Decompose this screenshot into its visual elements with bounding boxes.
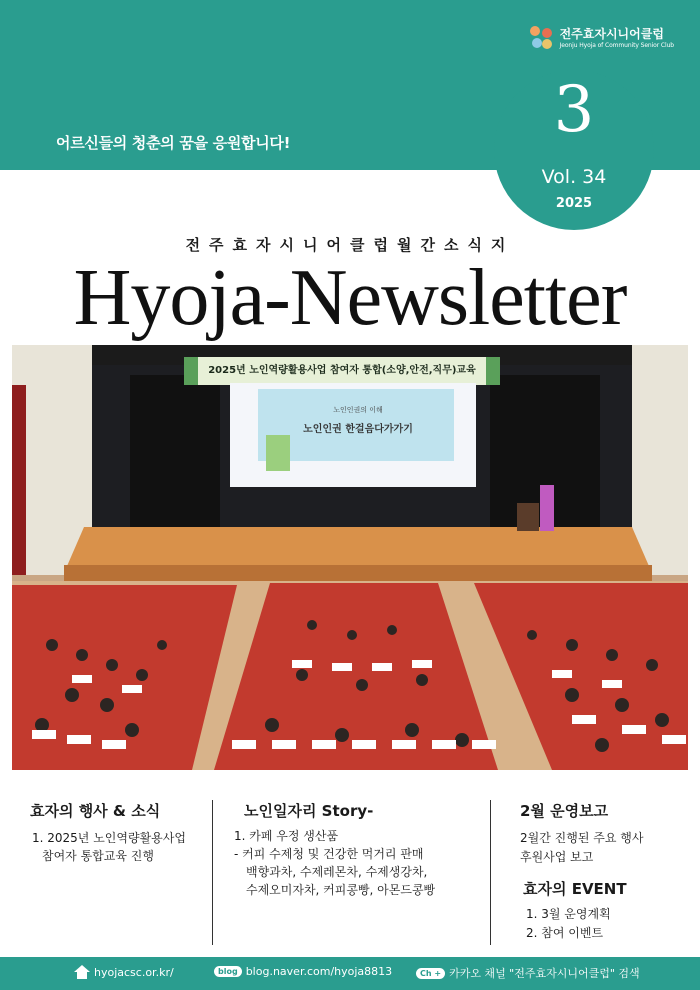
masthead-title: Hyoja-Newsletter xyxy=(73,254,627,342)
column-divider xyxy=(490,800,491,945)
home-icon xyxy=(74,965,90,979)
photo-screen-line1: 노인인권의 이해 xyxy=(333,406,383,414)
club-logo-icon xyxy=(530,26,554,50)
kakao-channel-link[interactable] xyxy=(416,965,640,981)
jobs-title[interactable]: 노인일자리 Story- xyxy=(244,802,374,820)
brand[interactable] xyxy=(530,26,674,50)
event-line: 1. 3월 운영계획 xyxy=(526,907,611,921)
footer xyxy=(0,957,700,990)
event-line: 2. 참여 이벤트 xyxy=(526,926,604,940)
slogan: 어르신들의 청춘의 꿈을 응원합니다! xyxy=(56,134,291,152)
jobs-line: - 커피 수제청 및 건강한 먹거리 판매 xyxy=(234,847,424,861)
report-line: 2월간 진행된 주요 행사 xyxy=(520,831,644,845)
events-line: 1. 2025년 노인역량활용사업 xyxy=(32,831,186,845)
website-link[interactable] xyxy=(74,965,174,979)
events-line: 참여자 통합교육 진행 xyxy=(42,849,154,863)
column-divider xyxy=(212,800,213,945)
website-text: hyojacsc.or.kr/ xyxy=(94,965,174,979)
photo-screen-line2: 노인인권 한걸음다가가기 xyxy=(303,424,413,435)
kakao-channel-text: 카카오 채널 "전주효자시니어클럽" 검색 xyxy=(449,967,640,980)
event-title[interactable]: 효자의 EVENT xyxy=(523,880,627,898)
issue-year: 2025 xyxy=(555,196,593,211)
jobs-line: 수제오미자차, 커피콩빵, 아몬드콩빵 xyxy=(246,883,436,897)
masthead-subtitle: 전주효자시니어클럽월간소식지 xyxy=(185,236,515,254)
jobs-line: 백향과차, 수제레몬차, 수제생강차, xyxy=(246,865,428,879)
issue-month: 3 xyxy=(553,73,595,147)
kakao-channel-icon: Ch + xyxy=(416,968,445,979)
brand-name-en: Jeonju Hyoja of Community Senior Club xyxy=(559,41,674,49)
blog-icon: blog xyxy=(214,966,242,977)
blog-text: blog.naver.com/hyoja8813 xyxy=(245,965,393,978)
brand-name: 전주효자시니어클럽 xyxy=(559,26,664,41)
photo-banner-text: 2025년 노인역량활용사업 참여자 통합(소양,안전,직무)교육 xyxy=(208,365,476,376)
jobs-line: 1. 카페 우정 생산품 xyxy=(234,829,339,843)
blog-link[interactable] xyxy=(214,965,392,978)
report-line: 후원사업 보고 xyxy=(520,850,594,864)
report-title[interactable]: 2월 운영보고 xyxy=(520,802,609,820)
issue-volume: Vol. 34 xyxy=(541,166,607,188)
events-title[interactable]: 효자의 행사 & 소식 xyxy=(30,802,161,820)
